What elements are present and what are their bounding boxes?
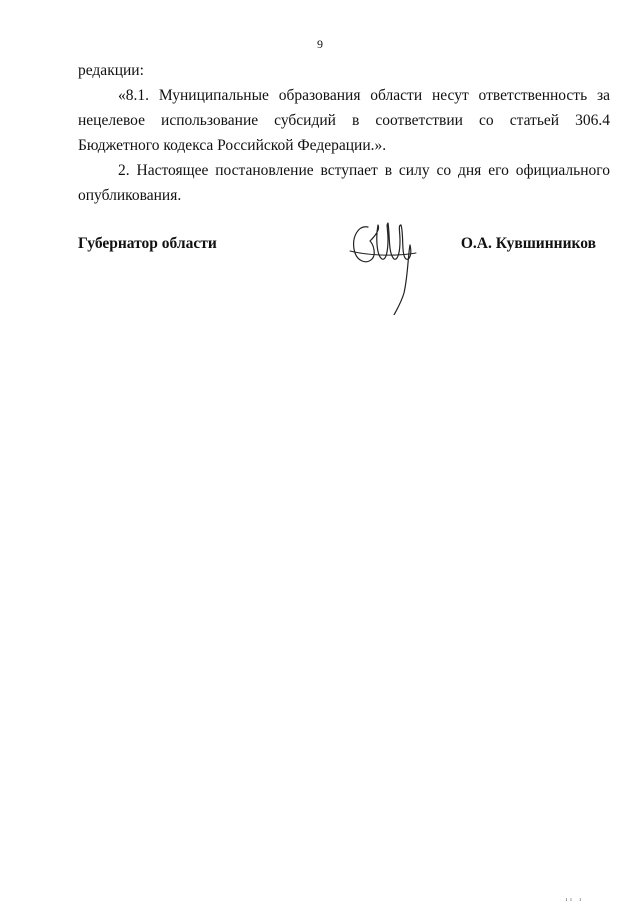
handwritten-signature — [346, 215, 426, 315]
corner-mark: ıı ı — [565, 897, 584, 903]
document-body — [78, 58, 610, 208]
paragraph-continuation: редакции: — [78, 62, 144, 79]
page-number: 9 — [317, 37, 323, 51]
signatory-title: Губернатор области — [78, 235, 217, 252]
signatory-name: О.А. Кувшинников — [460, 235, 596, 252]
paragraph-effective-date: 2. Настоящее постановление вступает в силу со дня его официального опубликования. — [78, 162, 610, 204]
paragraph-clause-8-1: «8.1. Муниципальные образования области несут ответственность за нецелевое использование субсидий в соответствии со статьей 306.4 Бюджетного кодекса Российской Федерации.». — [78, 87, 610, 154]
